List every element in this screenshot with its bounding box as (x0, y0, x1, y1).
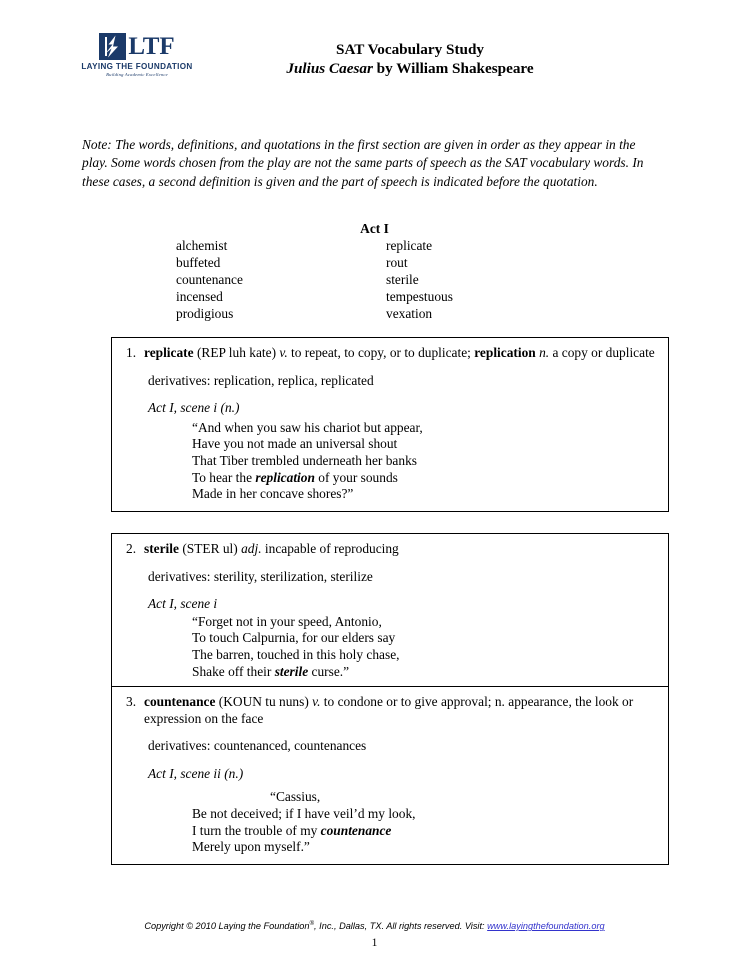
entry-pronunciation: (REP luh kate) (196, 345, 277, 360)
quotation-line-tail: of your sounds (314, 469, 398, 485)
instructional-note: Note: The words, definitions, and quotations in the first section are given in order as they appear in the play. Some words chosen from the play are not the same parts of speech as the SAT vocabulary words. In these cases, a second definition is given and the part of speech is indicated before the quotation. (82, 137, 644, 189)
entry-act-scene: Act I, scene ii (n.) (148, 765, 244, 781)
copyright-notice (0, 918, 749, 932)
quotation-line (192, 470, 658, 487)
logo-organization-name: LAYING THE FOUNDATION (81, 62, 193, 71)
quotation-line-text: Shake off their (192, 663, 275, 679)
vocabulary-entry (111, 337, 669, 512)
word-list-item: buffeted (176, 254, 221, 270)
entry-definition-text: to condone or to give approval; n. appearance, the look or expression on the face (144, 694, 634, 726)
entry-part-of-speech: v. (312, 694, 321, 709)
entry-derivatives: derivatives: replication, replica, replicated (148, 372, 374, 388)
title-work: Julius Caesar (286, 60, 373, 77)
entry-definition (144, 694, 658, 727)
page-number: 1 (371, 936, 378, 950)
entry-derivatives: derivatives: countenanced, countenances (148, 738, 367, 754)
entry-word: countenance (144, 694, 216, 709)
registered-mark: ® (309, 920, 315, 927)
word-list-item: rout (386, 254, 408, 270)
title-author: by William Shakespeare (372, 60, 534, 77)
logo-mark-row (78, 32, 196, 61)
word-list-item: prodigious (176, 305, 234, 321)
quotation-line: That Tiber trembled underneath her banks (192, 452, 417, 468)
page-title (210, 40, 610, 78)
quotation-keyword: countenance (320, 822, 392, 838)
word-list-column-left (176, 238, 386, 323)
logo-tagline: Building Academic Excellence (106, 72, 168, 78)
logo-initials: LTF (128, 33, 175, 60)
quotation-line-text: I turn the trouble of my (192, 822, 321, 838)
entry-act-scene: Act I, scene i (n.) (148, 400, 240, 416)
copyright-details: , Inc., Dallas, TX. All rights reserved. Visit: (314, 921, 488, 932)
page-header (0, 28, 749, 90)
vocabulary-entry (111, 533, 669, 689)
word-list-item: tempestuous (386, 288, 453, 304)
act-heading: Act I (360, 221, 389, 236)
entry-derivatives: derivatives: sterility, sterilization, sterilize (148, 568, 373, 584)
entry-part-of-speech: v. (279, 345, 288, 360)
quotation-line: “Cassius, (270, 789, 321, 805)
ltf-logo (78, 32, 196, 78)
entry-definition (144, 345, 658, 362)
copyright-text: Copyright © 2010 Laying the Foundation (144, 921, 310, 932)
word-list-item: alchemist (176, 238, 228, 253)
entry-word: replicate (144, 345, 194, 360)
quotation-line (192, 664, 658, 681)
entry-quotation (192, 614, 658, 680)
entry-alt-definition-text: a copy or duplicate (549, 345, 655, 360)
quotation-line (192, 823, 658, 840)
entry-definition-row (122, 345, 658, 362)
word-list-item: countenance (176, 271, 243, 287)
quotation-line: Merely upon myself.” (192, 839, 310, 855)
word-list-column-right (386, 238, 596, 323)
quotation-line: “Forget not in your speed, Antonio, (192, 613, 382, 629)
word-list-item: sterile (386, 271, 419, 287)
word-list-item: incensed (176, 288, 223, 304)
word-list-item: vexation (386, 305, 433, 321)
title-secondary (210, 59, 610, 78)
entry-part-of-speech: adj. (241, 541, 262, 556)
quotation-line: The barren, touched in this holy chase, (192, 646, 400, 662)
entry-pronunciation: (STER ul) (182, 541, 238, 556)
quotation-line-tail: curse.” (308, 663, 350, 679)
word-list-item: replicate (386, 238, 433, 253)
entry-quotation (192, 789, 658, 855)
entry-act-scene: Act I, scene i (148, 596, 218, 612)
entry-number: 3. (126, 694, 137, 709)
title-primary: SAT Vocabulary Study (336, 41, 484, 58)
entry-definition-row (122, 541, 658, 558)
entry-quotation (192, 420, 658, 503)
quotation-keyword: replication (255, 469, 315, 485)
entry-definition (144, 541, 658, 558)
quotation-line: “And when you saw his chariot but appear, (192, 419, 423, 435)
entry-alt-part-of-speech: n. (539, 345, 550, 360)
quotation-line: Have you not made an universal shout (192, 436, 398, 452)
page-footer (0, 918, 749, 949)
quotation-line-text: To hear the (192, 469, 256, 485)
quotation-line: Made in her concave shores?” (192, 486, 354, 502)
entry-number: 1. (126, 345, 137, 360)
quotation-line: To touch Calpurnia, for our elders say (192, 630, 396, 646)
entry-pronunciation: (KOUN tu nuns) (218, 694, 309, 709)
entry-definition-text: to repeat, to copy, or to duplicate; (287, 345, 475, 360)
entry-definition-row (122, 694, 658, 727)
entry-definition-text: incapable of reproducing (261, 541, 399, 556)
entry-word: sterile (144, 541, 179, 556)
website-link[interactable]: www.layingthefoundation.org (487, 921, 605, 932)
vocabulary-entry (111, 686, 669, 865)
quotation-line: Be not deceived; if I have veil’d my look, (192, 805, 416, 821)
ltf-emblem-icon (99, 33, 126, 60)
entry-alt-word: replication (474, 345, 536, 360)
quotation-keyword: sterile (274, 663, 309, 679)
word-list (176, 238, 596, 323)
entry-number: 2. (126, 541, 137, 556)
